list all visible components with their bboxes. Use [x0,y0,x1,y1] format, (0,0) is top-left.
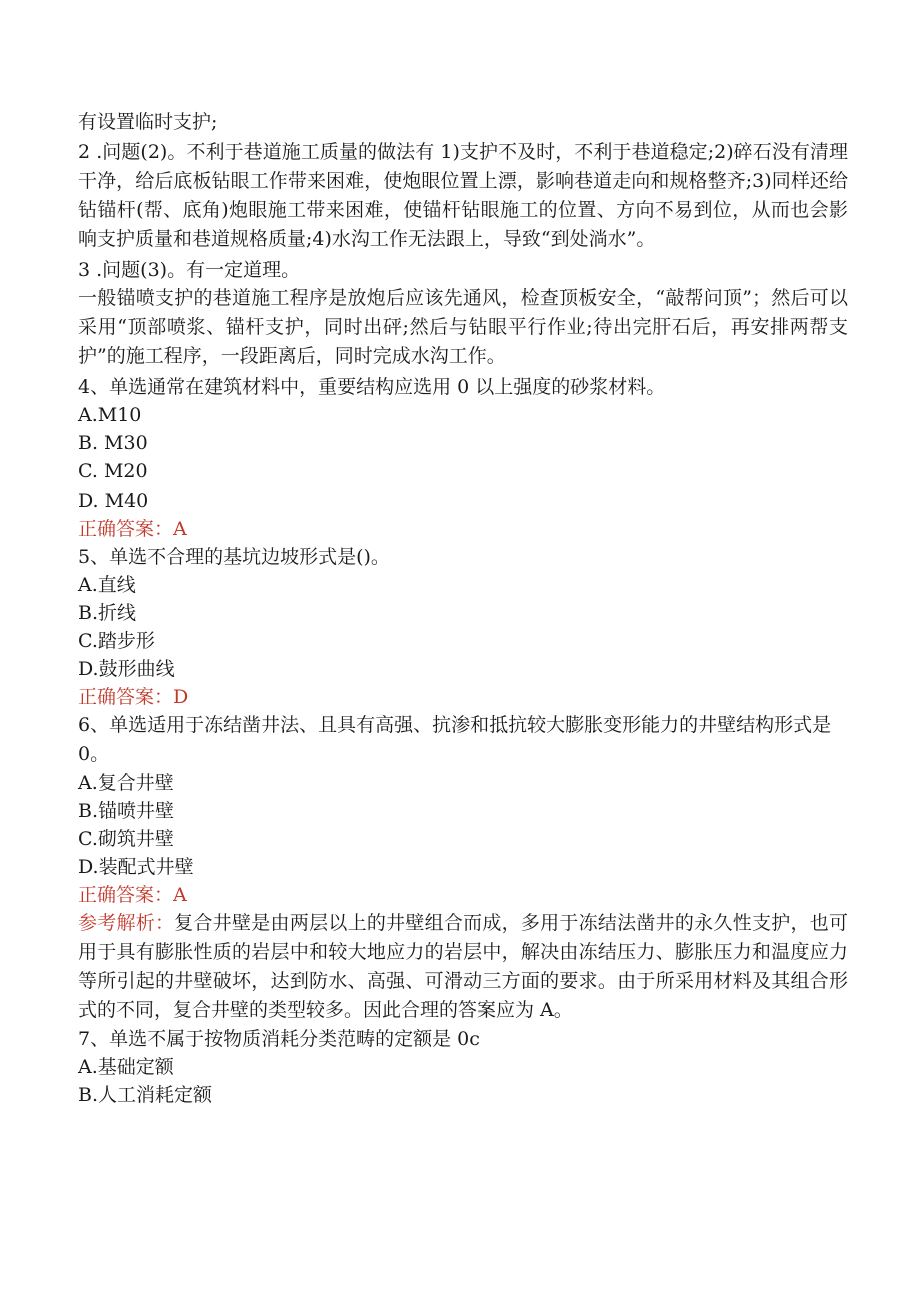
question-4-option-c: C. M20 [78,460,148,482]
question-5-answer [78,683,848,711]
question-4-option-d: D. M40 [78,490,149,512]
text-line: 有设置临时支护; [78,111,218,133]
answer-value: A [173,518,187,540]
question-4-stem: 4、单选通常在建筑材料中，重要结构应选用 0 以上强度的砂浆材料。 [78,376,666,398]
question-5-option-b: B.折线 [78,602,137,624]
question-6-answer [78,881,848,909]
question-6-option-c: C.砌筑井壁 [78,828,174,850]
answer-label: 正确答案： [78,518,174,540]
question-6-stem: 6、单选适用于冻结凿井法、且具有高强、抗渗和抵抗较大膨胀变形能力的井壁结构形式是 0。 [78,714,832,765]
question-7-option-b: B.人工消耗定额 [78,1084,213,1106]
question-4-answer [78,515,848,543]
question-6-option-a: A.复合井壁 [78,772,174,794]
question-5-option-c: C.踏步形 [78,630,155,652]
question-6-option-d: D.装配式井壁 [78,856,194,878]
question-6-option-b: B.锚喷井壁 [78,800,175,822]
question-5-stem: 5、单选不合理的基坑边坡形式是()。 [78,546,390,568]
question-4-option-a: A.M10 [78,404,142,426]
answer-value: D [173,686,189,708]
question-7-stem: 7、单选不属于按物质消耗分类范畴的定额是 0c [78,1028,480,1050]
answer-heading-3: 3 .问题(3)。有一定道理。 [78,259,301,281]
answer-value: A [173,884,187,906]
document-page [78,108,848,1109]
analysis-text: 复合井壁是由两层以上的井壁组合而成，多用于冻结法凿井的永久性支护，也可用于具有膨胀性质的岩层中和较大地应力的岩层中，解决由冻结压力、膨胀压力和温度应力等所引起的井壁破坏，达到防水、高强、可滑动三方面的要求。由于所采用材料及其组合形式的不同，复合井壁的类型较多。因此合理的答案应为 A。 [78,912,848,1021]
question-5-option-d: D.鼓形曲线 [78,658,175,680]
answer-paragraph-2: 2 .问题(2)。不利于巷道施工质量的做法有 1)支护不及时，不利于巷道稳定;2)碎石没有清理干净，给后底板钻眼工作带来困难，使炮眼位置上漂，影响巷道走向和规格整齐;3)同样还给钻锚杆(帮、底角)炮眼施工带来困难，使锚杆钻眼施工的位置、方向不易到位，从而也会影响支护质量和巷道规格质量;4)水沟工作无法跟上，导致“到处淌水”。 [78,141,848,250]
question-5-option-a: A.直线 [78,574,136,596]
question-7-option-a: A.基础定额 [78,1056,174,1078]
question-4-option-b: B. M30 [78,432,148,454]
question-6-analysis [78,909,848,1025]
answer-label: 正确答案： [78,884,174,906]
answer-label: 正确答案： [78,686,174,708]
analysis-label: 参考解析： [78,912,175,934]
answer-paragraph-3: 一般锚喷支护的巷道施工程序是放炮后应该先通风，检查顶板安全，“敲帮问顶”；然后可以采用“顶部喷浆、锚杆支护，同时出砰;然后与钻眼平行作业;待出完肝石后，再安排两帮支护”的施工程序，一段距离后，同时完成水沟工作。 [78,287,848,367]
